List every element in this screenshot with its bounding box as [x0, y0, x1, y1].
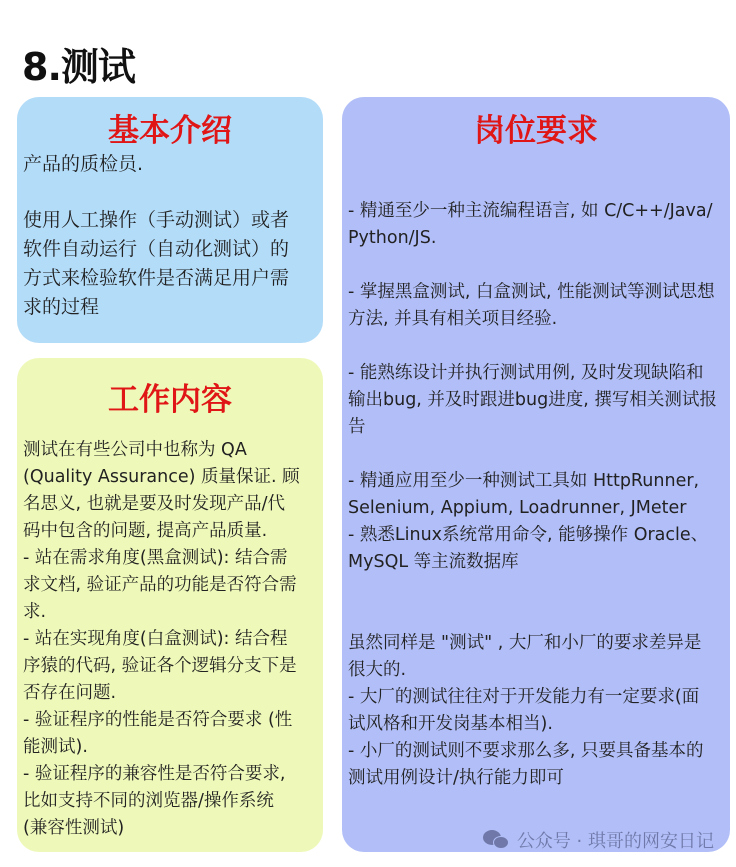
job-item: - 掌握黑盒测试, 白盒测试, 性能测试等测试思想 方法, 并具有相关项目经验.: [348, 282, 715, 329]
job-item: - 精通至少一种主流编程语言, 如 C/C++/Java/ Python/JS.: [348, 201, 713, 248]
intro-summary: 产品的质检员.: [23, 153, 144, 175]
wechat-icon: [483, 830, 511, 850]
job-item: - 能熟练设计并执行测试用例, 及时发现缺陷和 输出bug, 并及时跟进bug进度, 撰写相关测试报 告: [348, 363, 717, 437]
work-heading: 工作内容: [108, 382, 232, 418]
intro-description: 使用人工操作（手动测试）或者 软件自动运行（自动化测试）的 方式来检验软件是否满足用户需 求的过程: [23, 209, 290, 318]
work-text: 测试在有些公司中也称为 QA (Quality Assurance) 质量保证. 顾 名思义, 也就是要及时发现产品/代 码中包含的问题, 提高产品质量. - 站在需求角度(黑盒测试): 结合需 求文档, 验证产品的功能是否符合需 求. - 站在实现角度(白盒测试): 结合程 序猿的代码, 验证各个逻辑分支下是 否存在问题. - 验证程序的性能是否符合要求 (性 能测试). - 验证程序的兼容性是否符合要求, 比如支持不同的浏览器/操作系统 (兼容性测试): [23, 440, 300, 838]
intro-heading: 基本介绍: [108, 113, 232, 149]
intro-card: [17, 97, 323, 343]
page-title: 8.测试: [22, 45, 135, 89]
job-item: - 精通应用至少一种测试工具如 HttpRunner, Selenium, Appium, Loadrunner, JMeter: [348, 471, 700, 518]
watermark-text: 公众号 · 琪哥的网安日记: [516, 831, 714, 852]
job-card: [342, 97, 730, 852]
work-card: [17, 358, 323, 852]
job-note: 虽然同样是 "测试" , 大厂和小厂的要求差异是 很大的. - 大厂的测试往往对于开发能力有一定要求(面 试风格和开发岗基本相当). - 小厂的测试则不要求那么多, 只要具备基本的 测试用例设计/执行能力即可: [348, 633, 704, 788]
watermark: [483, 827, 714, 853]
job-item: - 熟悉Linux系统常用命令, 能够操作 Oracle、 MySQL 等主流数据库: [348, 525, 709, 572]
job-heading: 岗位要求: [474, 113, 598, 149]
